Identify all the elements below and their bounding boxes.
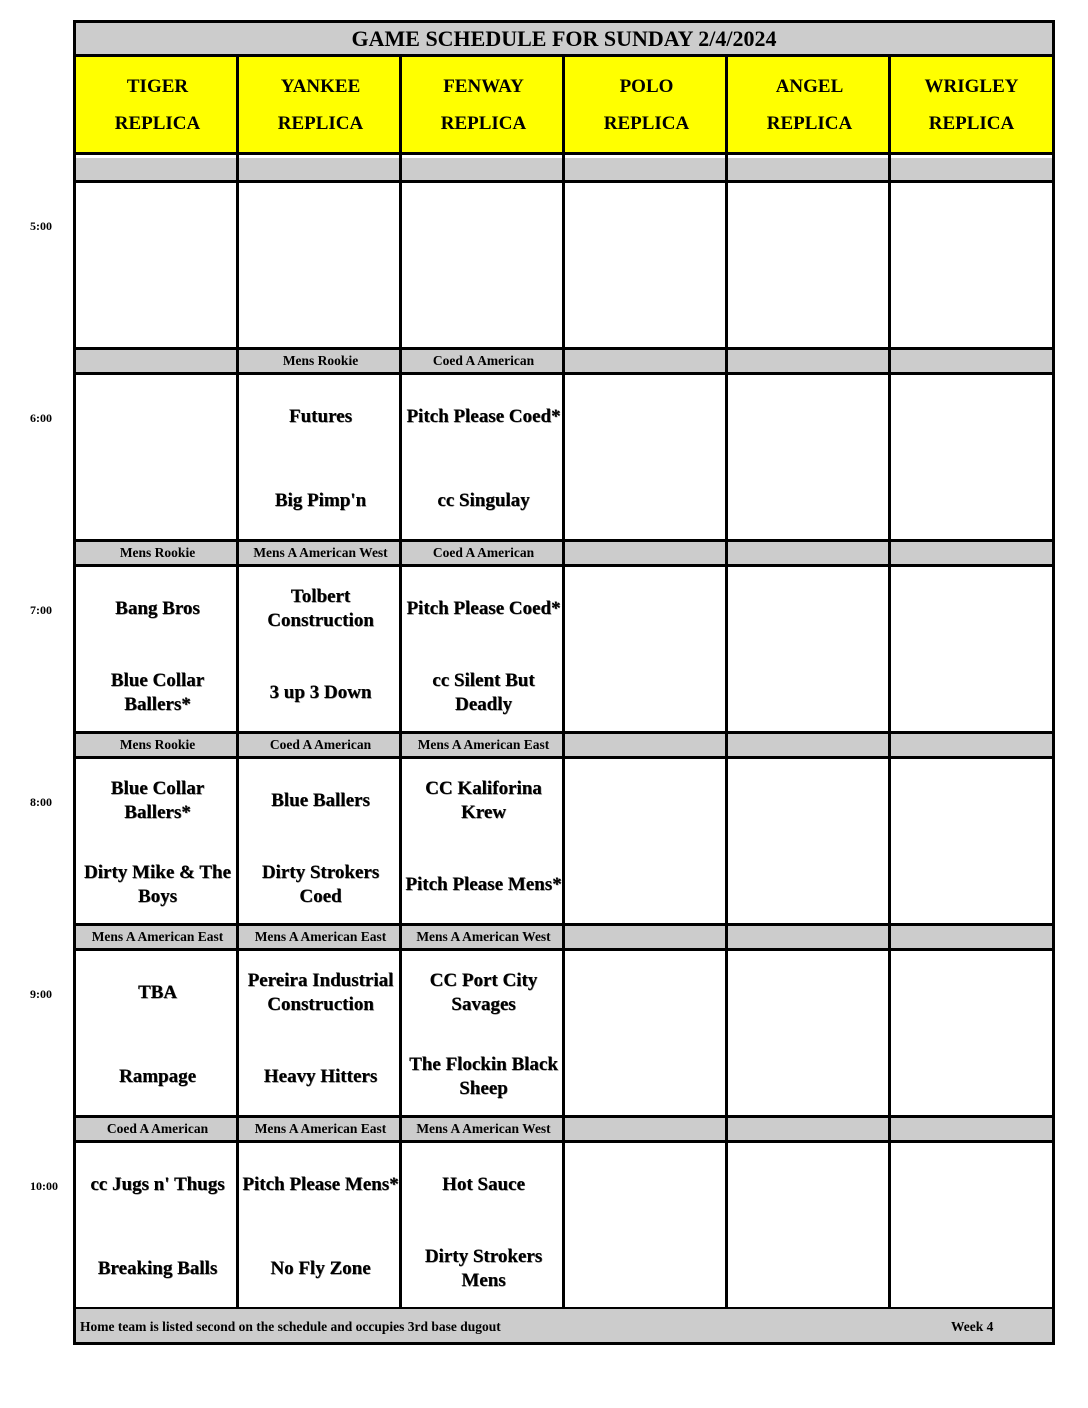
game-cell bbox=[76, 375, 239, 542]
game-cell bbox=[728, 951, 891, 1118]
home-team bbox=[565, 663, 728, 723]
away-team: Pitch Please Coed* bbox=[406, 598, 561, 619]
field-subtitle: REPLICA bbox=[114, 112, 201, 134]
game-cell bbox=[239, 1143, 402, 1310]
division-label: Mens A American East bbox=[239, 1118, 402, 1143]
away-team bbox=[891, 579, 1052, 639]
away-team: Blue Ballers bbox=[271, 790, 370, 811]
division-label bbox=[239, 158, 402, 183]
game-cell bbox=[565, 183, 728, 350]
week-label: Week 4 bbox=[951, 1319, 994, 1334]
game-cell bbox=[891, 183, 1052, 350]
game-cell bbox=[565, 759, 728, 926]
field-subtitle: REPLICA bbox=[603, 112, 690, 134]
time-label: 7:00 bbox=[30, 603, 52, 617]
game-cell bbox=[565, 567, 728, 734]
home-team: Heavy Hitters bbox=[263, 1066, 378, 1087]
away-team: CC Kaliforina Krew bbox=[425, 778, 542, 823]
division-label bbox=[891, 926, 1052, 951]
division-label bbox=[565, 1118, 728, 1143]
away-team bbox=[891, 963, 1052, 1023]
home-team: Dirty Mike & The Boys bbox=[84, 862, 231, 907]
division-label: Coed A American bbox=[76, 1118, 239, 1143]
away-team bbox=[728, 579, 891, 639]
home-team: Dirty Strokers Mens bbox=[424, 1246, 543, 1291]
away-team: CC Port City Savages bbox=[429, 970, 538, 1015]
time-label: 10:00 bbox=[30, 1179, 58, 1193]
field-name: TIGER bbox=[126, 75, 189, 97]
footer-note: Home team is listed second on the schedule and occupies 3rd base dugout bbox=[80, 1319, 501, 1334]
field-header-4 bbox=[728, 57, 891, 155]
home-team: cc Silent But Deadly bbox=[432, 670, 535, 715]
home-team bbox=[728, 1047, 891, 1107]
game-cell bbox=[239, 375, 402, 542]
time-label: 8:00 bbox=[30, 795, 52, 809]
away-team bbox=[728, 195, 891, 255]
division-label bbox=[728, 350, 891, 375]
division-label: Mens A American West bbox=[402, 926, 565, 951]
field-header-2 bbox=[402, 57, 565, 155]
schedule-table bbox=[73, 20, 1055, 1345]
away-team bbox=[402, 195, 565, 255]
away-team: TBA bbox=[137, 982, 178, 1003]
away-team bbox=[76, 195, 239, 255]
away-team: Blue Collar Ballers* bbox=[110, 778, 205, 823]
home-team bbox=[565, 279, 728, 339]
schedule-footer bbox=[76, 1309, 1052, 1342]
game-cell bbox=[76, 567, 239, 734]
game-cell bbox=[891, 951, 1052, 1118]
game-cell bbox=[402, 951, 565, 1118]
home-team: Breaking Balls bbox=[97, 1258, 218, 1279]
away-team: Hot Sauce bbox=[442, 1174, 525, 1195]
game-cell bbox=[891, 567, 1052, 734]
away-team bbox=[728, 963, 891, 1023]
home-team bbox=[728, 1239, 891, 1299]
away-team: Pereira Industrial Construction bbox=[247, 970, 394, 1015]
home-team: Dirty Strokers Coed bbox=[261, 862, 380, 907]
game-cell bbox=[891, 1143, 1052, 1310]
home-team bbox=[402, 279, 565, 339]
field-name: WRIGLEY bbox=[924, 75, 1019, 97]
game-cell bbox=[891, 375, 1052, 542]
game-cell bbox=[402, 759, 565, 926]
field-name: ANGEL bbox=[775, 75, 844, 97]
home-team: Pitch Please Mens* bbox=[405, 874, 562, 895]
away-team bbox=[565, 1155, 728, 1215]
game-cell bbox=[402, 375, 565, 542]
field-header-1 bbox=[239, 57, 402, 155]
home-team bbox=[728, 855, 891, 915]
away-team bbox=[76, 387, 239, 447]
division-label bbox=[891, 350, 1052, 375]
division-label bbox=[565, 542, 728, 567]
home-team bbox=[891, 471, 1052, 531]
division-label bbox=[565, 158, 728, 183]
game-cell bbox=[76, 759, 239, 926]
home-team bbox=[565, 855, 728, 915]
game-cell bbox=[239, 951, 402, 1118]
game-cell bbox=[402, 567, 565, 734]
division-label bbox=[565, 734, 728, 759]
field-subtitle: REPLICA bbox=[928, 112, 1015, 134]
time-label: 5:00 bbox=[30, 219, 52, 233]
home-team bbox=[728, 279, 891, 339]
division-label: Mens Rookie bbox=[76, 542, 239, 567]
field-header-0 bbox=[76, 57, 239, 155]
away-team bbox=[891, 771, 1052, 831]
field-header-3 bbox=[565, 57, 728, 155]
away-team bbox=[728, 771, 891, 831]
field-header-5 bbox=[891, 57, 1052, 155]
column-divider bbox=[562, 57, 565, 1309]
division-label: Mens Rookie bbox=[76, 734, 239, 759]
away-team bbox=[891, 387, 1052, 447]
division-label bbox=[76, 350, 239, 375]
game-cell bbox=[239, 183, 402, 350]
division-label bbox=[891, 542, 1052, 567]
away-team bbox=[891, 1155, 1052, 1215]
away-team: Pitch Please Mens* bbox=[242, 1174, 399, 1195]
game-cell bbox=[565, 375, 728, 542]
home-team: Big Pimp'n bbox=[274, 490, 367, 511]
time-label: 6:00 bbox=[30, 411, 52, 425]
game-cell bbox=[402, 183, 565, 350]
away-team bbox=[565, 387, 728, 447]
game-cell bbox=[728, 759, 891, 926]
field-name: YANKEE bbox=[280, 75, 361, 97]
home-team bbox=[565, 1239, 728, 1299]
division-label: Mens A American East bbox=[402, 734, 565, 759]
home-team bbox=[891, 663, 1052, 723]
away-team: cc Jugs n' Thugs bbox=[90, 1174, 225, 1195]
home-team: cc Singulay bbox=[437, 490, 530, 511]
home-team: The Flockin Black Sheep bbox=[409, 1054, 558, 1099]
away-team: Pitch Please Coed* bbox=[406, 406, 561, 427]
game-cell bbox=[728, 567, 891, 734]
division-label: Coed A American bbox=[402, 350, 565, 375]
game-cell bbox=[239, 759, 402, 926]
away-team bbox=[728, 1155, 891, 1215]
away-team: Futures bbox=[289, 406, 352, 427]
division-label bbox=[728, 926, 891, 951]
home-team bbox=[76, 471, 239, 531]
field-subtitle: REPLICA bbox=[440, 112, 527, 134]
field-name: FENWAY bbox=[443, 75, 524, 97]
column-divider bbox=[888, 57, 891, 1309]
column-divider bbox=[236, 57, 239, 1309]
home-team bbox=[891, 1047, 1052, 1107]
division-label: Mens A American East bbox=[76, 926, 239, 951]
schedule-title: GAME SCHEDULE FOR SUNDAY 2/4/2024 bbox=[76, 23, 1052, 57]
home-team bbox=[728, 471, 891, 531]
away-team bbox=[891, 195, 1052, 255]
home-team: Rampage bbox=[118, 1066, 197, 1087]
game-cell bbox=[76, 183, 239, 350]
away-team bbox=[565, 771, 728, 831]
home-team bbox=[891, 279, 1052, 339]
division-label bbox=[76, 158, 239, 183]
game-cell bbox=[402, 1143, 565, 1310]
field-subtitle: REPLICA bbox=[766, 112, 853, 134]
division-label: Mens A American West bbox=[402, 1118, 565, 1143]
away-team: Tolbert Construction bbox=[267, 586, 374, 631]
away-team bbox=[565, 579, 728, 639]
home-team bbox=[728, 663, 891, 723]
game-cell bbox=[76, 1143, 239, 1310]
time-label: 9:00 bbox=[30, 987, 52, 1001]
home-team bbox=[565, 471, 728, 531]
division-label: Coed A American bbox=[402, 542, 565, 567]
game-cell bbox=[565, 1143, 728, 1310]
division-label bbox=[565, 350, 728, 375]
away-team bbox=[565, 195, 728, 255]
division-label: Mens Rookie bbox=[239, 350, 402, 375]
game-cell bbox=[239, 567, 402, 734]
game-cell bbox=[76, 951, 239, 1118]
division-label bbox=[728, 734, 891, 759]
game-cell bbox=[728, 183, 891, 350]
column-divider bbox=[399, 57, 402, 1309]
home-team: No Fly Zone bbox=[270, 1258, 371, 1279]
home-team bbox=[565, 1047, 728, 1107]
home-team bbox=[76, 279, 239, 339]
game-cell bbox=[891, 759, 1052, 926]
home-team bbox=[891, 1239, 1052, 1299]
home-team bbox=[239, 279, 402, 339]
division-label: Mens A American East bbox=[239, 926, 402, 951]
game-cell bbox=[728, 1143, 891, 1310]
division-label: Mens A American West bbox=[239, 542, 402, 567]
division-label bbox=[891, 734, 1052, 759]
game-cell bbox=[728, 375, 891, 542]
division-label bbox=[402, 158, 565, 183]
away-team bbox=[728, 387, 891, 447]
division-label bbox=[728, 1118, 891, 1143]
field-subtitle: REPLICA bbox=[277, 112, 364, 134]
home-team: 3 up 3 Down bbox=[269, 682, 372, 703]
division-label: Coed A American bbox=[239, 734, 402, 759]
division-label bbox=[728, 158, 891, 183]
away-team bbox=[239, 195, 402, 255]
division-label bbox=[565, 926, 728, 951]
home-team: Blue Collar Ballers* bbox=[110, 670, 205, 715]
division-label bbox=[891, 1118, 1052, 1143]
column-divider bbox=[725, 57, 728, 1309]
field-name: POLO bbox=[619, 75, 674, 97]
home-team bbox=[891, 855, 1052, 915]
division-label bbox=[728, 542, 891, 567]
away-team: Bang Bros bbox=[115, 598, 200, 619]
away-team bbox=[565, 963, 728, 1023]
division-label bbox=[891, 158, 1052, 183]
game-cell bbox=[565, 951, 728, 1118]
